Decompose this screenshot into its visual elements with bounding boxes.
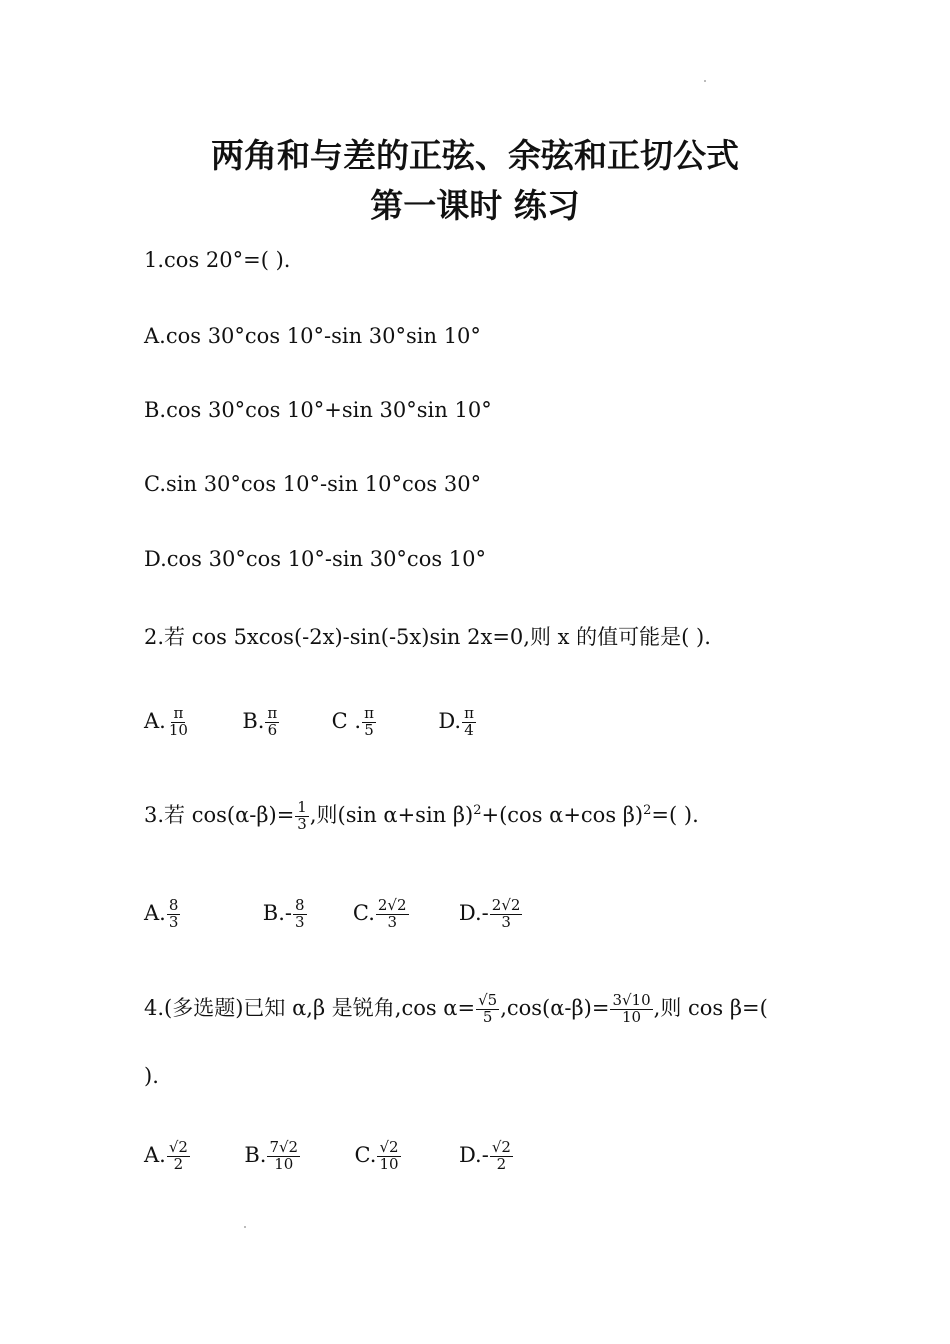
q2-option-a: A. $\frac{\pi}{10}$ — [144, 704, 188, 739]
scan-speck — [704, 80, 706, 82]
q4-options — [144, 1140, 514, 1173]
page-title: 两角和与差的正弦、余弦和正切公式 — [211, 136, 739, 175]
scan-speck — [244, 1226, 246, 1228]
q1-stem: 1.cos 20°=( ). — [144, 248, 291, 272]
q1-option-d: D.cos 30°cos 10°-sin 30°cos 10° — [144, 547, 487, 571]
q4-stem-end: ). — [144, 1064, 159, 1088]
q3-options — [144, 898, 523, 931]
q4-fraction-1: $\frac{√5}{5}$ — [478, 991, 498, 1026]
q3-option-c: C. $\frac{2√2}{3}$ — [352, 896, 407, 931]
q2-stem: 2.若 cos 5xcos(-2x)-sin(-5x)sin 2x=0,则 x 的值可能是( ). — [144, 625, 711, 649]
page-subtitle: 第一课时 练习 — [370, 186, 580, 225]
q3-option-a: A. $\frac{8}{3}$ — [144, 896, 179, 931]
q2-option-d: D. $\frac{\pi}{4}$ — [438, 704, 474, 739]
q4-option-b: B. $\frac{7√2}{10}$ — [244, 1138, 299, 1173]
q1-option-b: B.cos 30°cos 10°+sin 30°sin 10° — [144, 398, 492, 422]
q4-option-a: A. $\frac{√2}{2}$ — [144, 1138, 188, 1173]
q1-option-a: A.cos 30°cos 10°-sin 30°sin 10° — [144, 324, 481, 348]
q3-option-d: D.- $\frac{2√2}{3}$ — [458, 896, 521, 931]
q4-option-c: C. $\frac{√2}{10}$ — [354, 1138, 399, 1173]
q3-stem: 3.若 cos(α-β)= $\frac{1}{3}$ ,则(sin α+sin β)$^2$+(cos α+cos β)$^2$=( ). — [144, 798, 699, 833]
q1-option-c: C.sin 30°cos 10°-sin 10°cos 30° — [144, 472, 482, 496]
q3-fraction: $\frac{1}{3}$ — [297, 798, 307, 833]
q4-fraction-2: $\frac{3√10}{10}$ — [612, 991, 651, 1026]
q3-option-b: B.- $\frac{8}{3}$ — [262, 896, 305, 931]
q2-option-b: B. $\frac{\pi}{6}$ — [242, 704, 278, 739]
q4-stem: 4.(多选题)已知 α,β 是锐角,cos α= $\frac{√5}{5}$ ,cos(α-β)= $\frac{3√10}{10}$ ,则 cos β=( — [144, 991, 768, 1026]
q2-option-c: C . $\frac{\pi}{5}$ — [331, 704, 374, 739]
q4-option-d: D.- $\frac{√2}{2}$ — [458, 1138, 511, 1173]
q2-options — [144, 706, 477, 739]
